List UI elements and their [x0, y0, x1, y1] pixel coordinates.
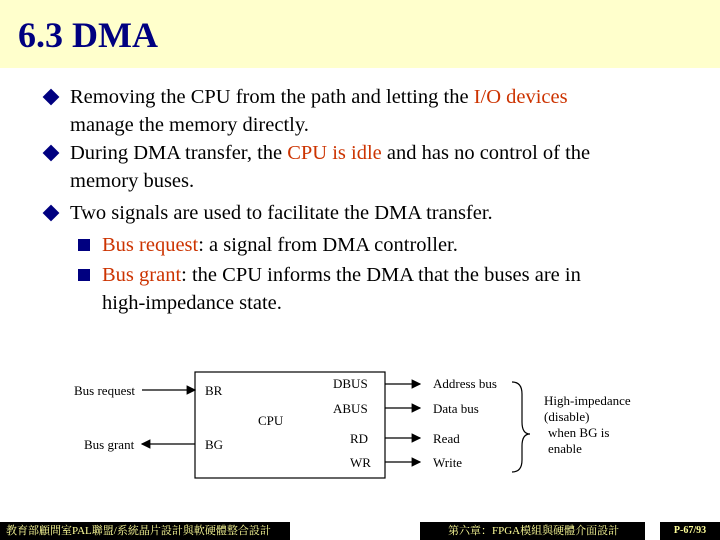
bullet-1-highlight: I/O devices — [473, 86, 568, 108]
bullet-2-text: During DMA transfer, the — [70, 142, 288, 164]
data-bus-label: Data bus — [433, 401, 479, 416]
note-line-1: High-impedance — [544, 393, 631, 408]
bullet-1 — [44, 83, 684, 139]
cpu-bus-diagram — [0, 360, 720, 480]
bullet-2-highlight: CPU is idle — [287, 142, 382, 164]
pin-dbus-label: DBUS — [333, 376, 368, 391]
bus-request-label: Bus request — [74, 383, 136, 398]
square-bullet-icon — [78, 239, 90, 251]
bullet-3-text: Two signals are used to facilitate the DMA transfer. — [70, 202, 493, 224]
footer-page-number: P-67/93 — [660, 522, 720, 540]
sub-bullet-2 — [78, 261, 678, 317]
bullet-2-text-rest: and has no control of the — [381, 142, 591, 164]
cpu-label: CPU — [258, 413, 284, 428]
pin-wr-label: WR — [350, 455, 371, 470]
pin-bg-label: BG — [205, 437, 224, 452]
diamond-bullet-icon — [43, 145, 60, 162]
address-bus-label: Address bus — [433, 376, 497, 391]
footer-chapter-label: 第六章：FPGA模組與硬體介面設計 — [420, 522, 645, 540]
brace-icon — [512, 382, 530, 472]
sub-bullet-2-text-line2: high-impedance state. — [102, 292, 282, 314]
bullet-2 — [44, 139, 684, 195]
sub-bullet-2-highlight: Bus grant — [102, 264, 182, 286]
slide-title: 6.3 DMA — [18, 15, 158, 55]
note-line-4: enable — [548, 441, 582, 456]
title-bar — [0, 0, 720, 68]
bullet-1-text: Removing the CPU from the path and letting the — [70, 86, 474, 108]
bullet-1-text-line2: manage the memory directly. — [70, 114, 309, 136]
pin-br-label: BR — [205, 383, 223, 398]
sub-bullet-1-highlight: Bus request — [102, 234, 199, 256]
footer-course-label: 教育部顧問室PAL聯盟/系統晶片設計與軟硬體整合設計 — [0, 522, 290, 540]
read-label: Read — [433, 431, 460, 446]
sub-bullet-1 — [78, 231, 678, 259]
diamond-bullet-icon — [43, 89, 60, 106]
sub-bullet-2-text: : the CPU informs the DMA that the buses are in — [181, 264, 581, 286]
sub-bullet-1-text: : a signal from DMA controller. — [198, 234, 458, 256]
pin-abus-label: ABUS — [333, 401, 368, 416]
square-bullet-icon — [78, 269, 90, 281]
note-line-3: when BG is — [548, 425, 610, 440]
write-label: Write — [433, 455, 463, 470]
diamond-bullet-icon — [43, 205, 60, 222]
bus-grant-label: Bus grant — [84, 437, 135, 452]
bullet-3 — [44, 199, 684, 227]
bullet-2-text-line2: memory buses. — [70, 170, 195, 192]
note-line-2: (disable) — [544, 409, 590, 424]
pin-rd-label: RD — [350, 431, 369, 446]
